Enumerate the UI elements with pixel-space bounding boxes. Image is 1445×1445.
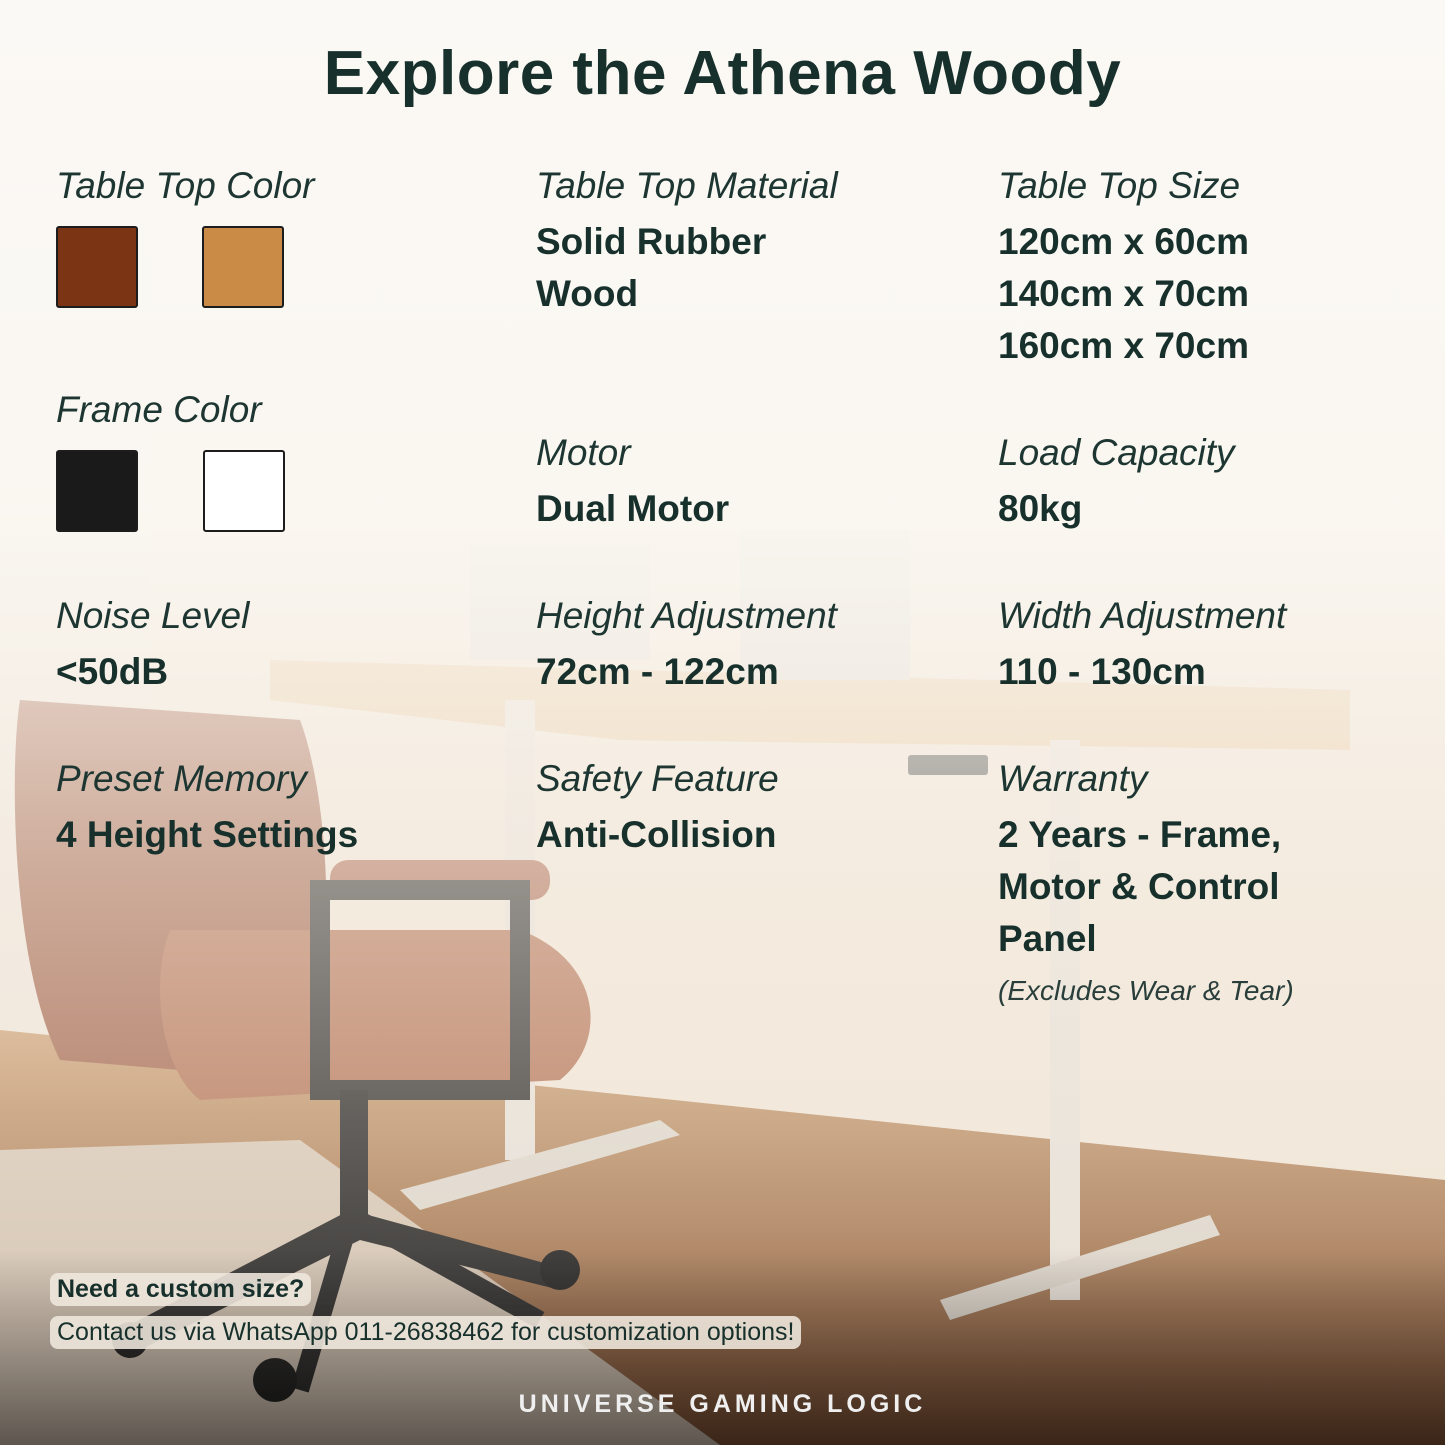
page-title: Explore the Athena Woody	[323, 39, 1122, 108]
custom-size-contact-text: Contact us via WhatsApp 011-26838462 for customization options!	[50, 1316, 801, 1349]
black-frame-swatch[interactable]	[56, 450, 138, 532]
warranty-note: (Excludes Wear & Tear)	[998, 975, 1294, 1006]
table-top-color-label: Table Top Color	[56, 165, 315, 206]
table-top-material-line-2: Wood	[536, 273, 639, 314]
motor-value: Dual Motor	[536, 488, 730, 529]
warranty-line-1: 2 Years - Frame,	[998, 814, 1282, 855]
table-top-size-label: Table Top Size	[998, 165, 1241, 206]
table-top-material-line-1: Solid Rubber	[536, 221, 767, 262]
preset-memory-value: 4 Height Settings	[56, 814, 359, 855]
brand-logo: UNIVERSE GAMING LOGIC	[518, 1390, 927, 1418]
width-adjustment-label: Width Adjustment	[998, 595, 1287, 636]
load-capacity-label: Load Capacity	[998, 432, 1235, 473]
frame-color-label: Frame Color	[56, 389, 262, 430]
custom-size-heading: Need a custom size?	[50, 1273, 311, 1306]
table-top-size-option-1: 120cm x 60cm	[998, 221, 1249, 262]
height-adjustment-label: Height Adjustment	[536, 595, 837, 636]
dark-wood-swatch[interactable]	[56, 226, 138, 308]
motor-label: Motor	[536, 432, 631, 473]
preset-memory-label: Preset Memory	[56, 758, 307, 799]
table-top-size-option-2: 140cm x 70cm	[998, 273, 1249, 314]
light-wood-swatch[interactable]	[202, 226, 284, 308]
width-adjustment-value: 110 - 130cm	[998, 651, 1206, 692]
warranty-line-2: Motor & Control	[998, 866, 1280, 907]
table-top-size-option-3: 160cm x 70cm	[998, 325, 1249, 366]
warranty-line-3: Panel	[998, 918, 1097, 959]
noise-level-label: Noise Level	[56, 595, 250, 636]
table-top-material-label: Table Top Material	[536, 165, 838, 206]
warranty-label: Warranty	[998, 758, 1148, 799]
safety-feature-label: Safety Feature	[536, 758, 779, 799]
noise-level-value: <50dB	[56, 651, 169, 692]
load-capacity-value: 80kg	[998, 488, 1083, 529]
safety-feature-value: Anti-Collision	[536, 814, 777, 855]
white-frame-swatch[interactable]	[203, 450, 285, 532]
height-adjustment-value: 72cm - 122cm	[536, 651, 779, 692]
